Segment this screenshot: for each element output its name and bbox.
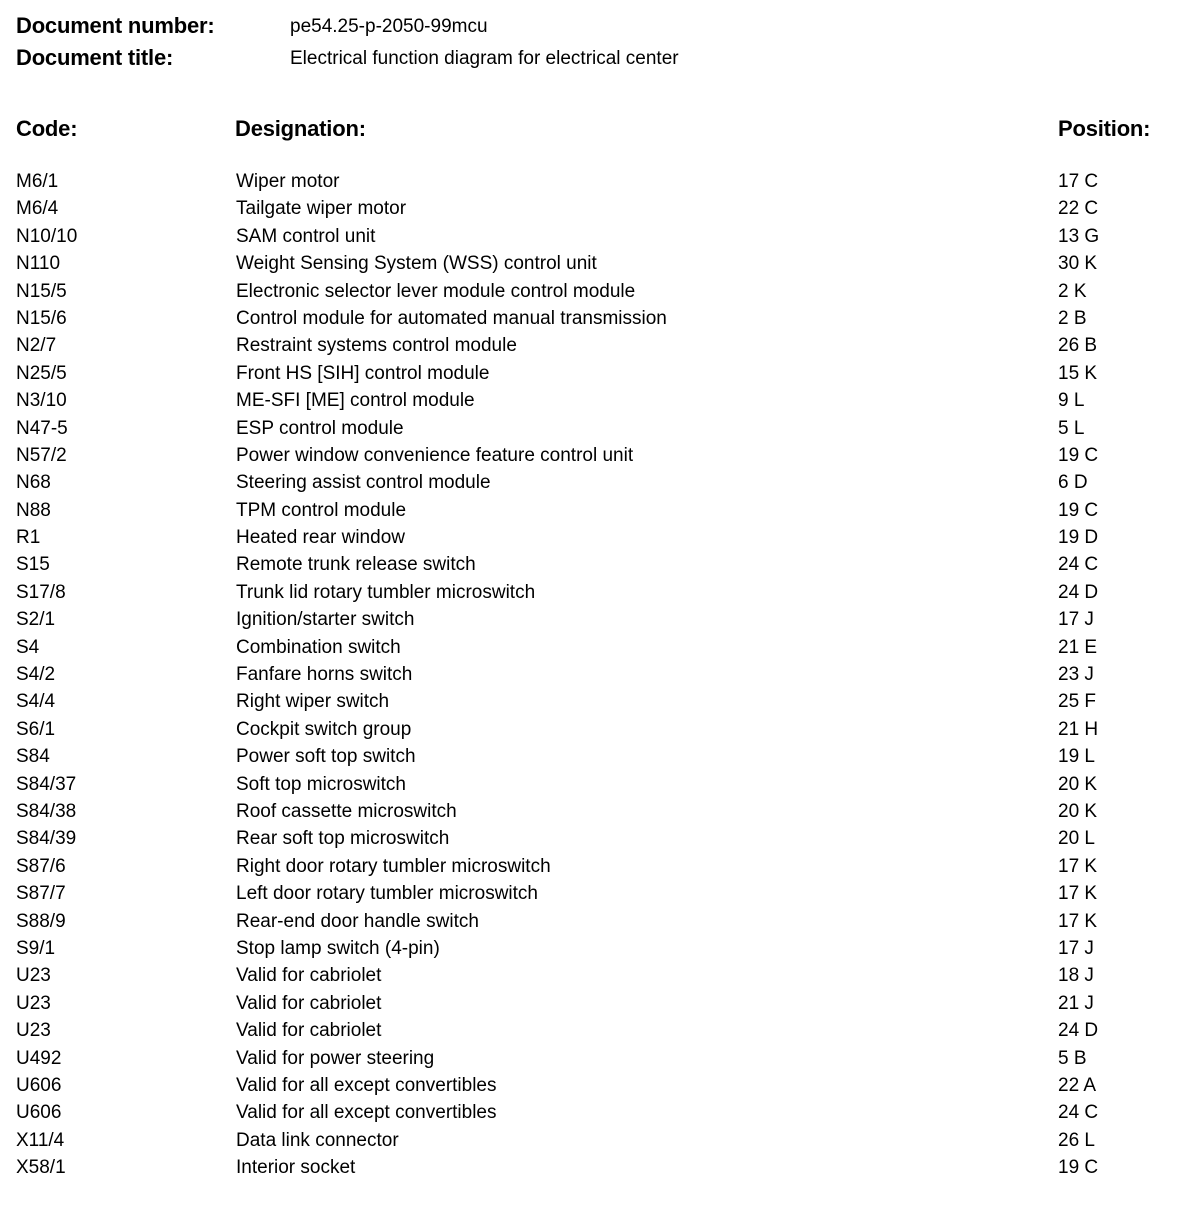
component-position: 2 B [1058, 307, 1087, 329]
component-designation: Valid for power steering [236, 1047, 435, 1069]
component-code: S88/9 [16, 910, 66, 932]
component-position: 9 L [1058, 390, 1085, 412]
component-designation: Fanfare horns switch [236, 664, 413, 686]
component-code: M6/4 [16, 198, 59, 220]
component-designation: Combination switch [236, 636, 401, 658]
component-position: 24 C [1058, 1102, 1099, 1124]
component-position: 23 J [1058, 664, 1094, 686]
component-designation: Stop lamp switch (4-pin) [236, 937, 440, 959]
component-position: 19 C [1058, 1157, 1099, 1179]
document-number-row [16, 13, 1166, 43]
component-designation: Right wiper switch [236, 691, 390, 713]
table-row [0, 825, 1190, 852]
component-code: S84/38 [16, 800, 77, 822]
document-number-label: Document number: [16, 13, 215, 38]
table-row [0, 1045, 1190, 1072]
table-row [0, 250, 1190, 277]
document-title-row [16, 45, 1166, 75]
component-code: N10/10 [16, 225, 78, 247]
table-row [0, 305, 1190, 332]
component-position: 5 L [1058, 417, 1085, 439]
table-row [0, 387, 1190, 414]
component-position: 15 K [1058, 362, 1098, 384]
component-position: 22 C [1058, 198, 1099, 220]
component-designation: Cockpit switch group [236, 718, 412, 740]
component-code: S6/1 [16, 718, 56, 740]
component-position: 17 J [1058, 937, 1094, 959]
component-position: 6 D [1058, 472, 1088, 494]
component-designation: Wiper motor [236, 171, 340, 192]
component-code: U23 [16, 965, 51, 987]
component-position: 19 C [1058, 444, 1099, 466]
component-code: S84/39 [16, 828, 77, 850]
component-position: 26 L [1058, 1129, 1095, 1151]
component-designation: Rear soft top microswitch [236, 828, 450, 850]
table-row [0, 908, 1190, 935]
table-row [0, 661, 1190, 688]
component-code: S2/1 [16, 609, 56, 631]
component-designation: TPM control module [236, 499, 407, 521]
component-position: 24 D [1058, 581, 1099, 603]
component-designation: Electronic selector lever module control module [236, 280, 636, 302]
component-code: S9/1 [16, 937, 56, 959]
component-code: U606 [16, 1102, 62, 1124]
component-code: N68 [16, 472, 51, 494]
component-designation: Roof cassette microswitch [236, 800, 457, 822]
component-code: S4/4 [16, 691, 56, 713]
table-row [0, 798, 1190, 825]
component-designation: Left door rotary tumbler microswitch [236, 883, 538, 905]
component-code: S84/37 [16, 773, 77, 795]
table-row [0, 606, 1190, 633]
component-position: 17 K [1058, 883, 1098, 905]
component-code: N3/10 [16, 390, 67, 412]
table-row [0, 524, 1190, 551]
component-code: N15/6 [16, 307, 67, 329]
component-code: S17/8 [16, 581, 66, 603]
component-code: N110 [16, 253, 61, 275]
component-designation: SAM control unit [236, 225, 376, 247]
table-row [0, 332, 1190, 359]
table-row [0, 360, 1190, 387]
component-code: N47-5 [16, 417, 68, 439]
component-designation: Control module for automated manual transmission [236, 307, 667, 329]
component-designation: Valid for all except convertibles [236, 1074, 497, 1096]
table-row [0, 1099, 1190, 1126]
table-row [0, 935, 1190, 962]
component-position: 20 K [1058, 773, 1098, 795]
component-designation: ESP control module [236, 417, 404, 439]
component-position: 21 E [1058, 636, 1098, 658]
component-position: 25 F [1058, 691, 1097, 713]
component-code: S4/2 [16, 664, 56, 686]
component-code: U23 [16, 1020, 51, 1042]
component-position: 5 B [1058, 1047, 1087, 1069]
table-row [0, 962, 1190, 989]
component-code: X58/1 [16, 1157, 66, 1179]
table-row [0, 853, 1190, 880]
table-row [0, 1127, 1190, 1154]
table-row [0, 415, 1190, 442]
table-row [0, 1072, 1190, 1099]
component-designation: Valid for cabriolet [236, 965, 382, 987]
component-designation: Ignition/starter switch [236, 609, 415, 631]
table-row [0, 579, 1190, 606]
table-row [0, 743, 1190, 770]
component-code: U23 [16, 992, 51, 1014]
component-designation: Steering assist control module [236, 472, 491, 494]
component-position: 17 C [1058, 171, 1099, 192]
component-position: 20 K [1058, 800, 1098, 822]
table-row [0, 990, 1190, 1017]
component-designation: Remote trunk release switch [236, 554, 476, 576]
component-designation: Valid for cabriolet [236, 1020, 382, 1042]
table-row [0, 771, 1190, 798]
component-position: 20 L [1058, 828, 1095, 850]
component-code: N2/7 [16, 335, 57, 357]
table-row [0, 195, 1190, 222]
table-row [0, 634, 1190, 661]
component-code: M6/1 [16, 171, 59, 192]
component-position: 17 K [1058, 855, 1098, 877]
component-designation: Front HS [SIH] control module [236, 362, 490, 384]
component-position: 19 C [1058, 499, 1099, 521]
component-code: S87/7 [16, 883, 66, 905]
component-designation: Power soft top switch [236, 746, 416, 768]
component-position: 21 H [1058, 718, 1099, 740]
table-row [0, 497, 1190, 524]
component-position: 19 L [1058, 746, 1095, 768]
component-position: 21 J [1058, 992, 1094, 1014]
component-position: 30 K [1058, 253, 1098, 275]
component-table [0, 168, 1190, 1181]
component-designation: Soft top microswitch [236, 773, 406, 795]
code-column-header: Code: [16, 116, 78, 141]
component-position: 26 B [1058, 335, 1098, 357]
table-row [0, 1017, 1190, 1044]
table-row [0, 551, 1190, 578]
component-code: U606 [16, 1074, 62, 1096]
component-code: N15/5 [16, 280, 67, 302]
component-code: S84 [16, 746, 50, 768]
component-position: 19 D [1058, 527, 1099, 549]
component-designation: Data link connector [236, 1129, 399, 1151]
component-code: S4 [16, 636, 40, 658]
component-code: R1 [16, 527, 41, 549]
component-code: N57/2 [16, 444, 67, 466]
table-row [0, 223, 1190, 250]
table-row [0, 688, 1190, 715]
component-position: 13 G [1058, 225, 1100, 247]
component-designation: Right door rotary tumbler microswitch [236, 855, 551, 877]
table-row [0, 469, 1190, 496]
component-designation: Power window convenience feature control unit [236, 444, 634, 466]
component-position: 24 C [1058, 554, 1099, 576]
table-row [0, 442, 1190, 469]
component-position: 17 K [1058, 910, 1098, 932]
document-title-label: Document title: [16, 45, 174, 70]
component-code: N25/5 [16, 362, 67, 384]
table-row [0, 278, 1190, 305]
designation-column-header: Designation: [235, 116, 366, 141]
component-position: 18 J [1058, 965, 1094, 987]
component-designation: Trunk lid rotary tumbler microswitch [236, 581, 536, 603]
component-code: X11/4 [16, 1129, 65, 1151]
table-row [0, 880, 1190, 907]
table-row [0, 168, 1190, 195]
component-position: 24 D [1058, 1020, 1099, 1042]
document-title-value: Electrical function diagram for electrical center [290, 48, 679, 69]
component-code: S15 [16, 554, 50, 576]
table-row [0, 716, 1190, 743]
component-designation: Valid for cabriolet [236, 992, 382, 1014]
component-position: 2 K [1058, 280, 1087, 302]
component-designation: Heated rear window [236, 527, 405, 549]
component-designation: Weight Sensing System (WSS) control unit [236, 253, 597, 275]
component-position: 22 A [1058, 1074, 1097, 1096]
table-row [0, 1154, 1190, 1181]
component-designation: Interior socket [236, 1157, 356, 1179]
position-column-header: Position: [1058, 116, 1151, 141]
component-designation: Rear-end door handle switch [236, 910, 479, 932]
component-designation: ME-SFI [ME] control module [236, 390, 475, 412]
component-code: U492 [16, 1047, 62, 1069]
component-designation: Tailgate wiper motor [236, 198, 407, 220]
component-designation: Restraint systems control module [236, 335, 517, 357]
component-code: N88 [16, 499, 51, 521]
component-designation: Valid for all except convertibles [236, 1102, 497, 1124]
document-number-value: pe54.25-p-2050-99mcu [290, 16, 488, 37]
component-code: S87/6 [16, 855, 66, 877]
component-position: 17 J [1058, 609, 1094, 631]
